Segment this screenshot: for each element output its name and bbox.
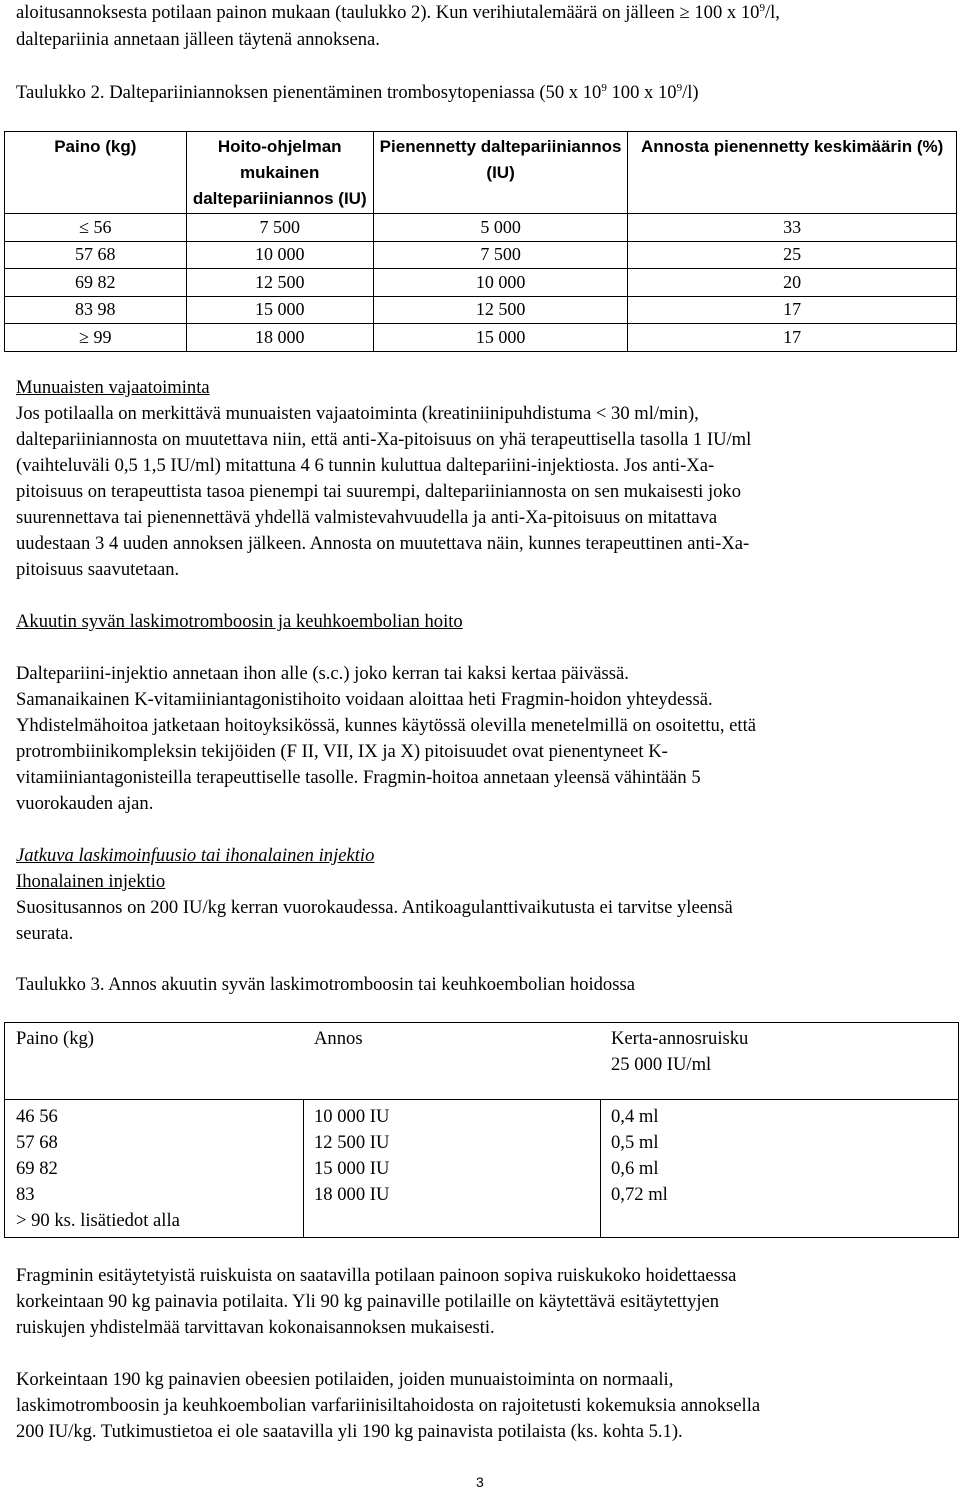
infusion-line: seurata. xyxy=(16,923,74,944)
intro-sup: 9 xyxy=(759,1,765,14)
table2-cell: 7 500 xyxy=(186,214,373,242)
renal-line: daltepariiniannosta on muutettava niin, että anti-Xa-pitoisuus on yhä terapeuttisella tasolla 1 IU/ml xyxy=(16,429,752,450)
table2-cell: 7 500 xyxy=(373,241,627,269)
table2-cell: 33 xyxy=(628,214,957,242)
table2-header-weight: Paino (kg) xyxy=(5,132,187,214)
renal-line: suurennettava tai pienennettävä yhdellä valmistevahvuudella ja anti-Xa-pitoisuus on mitattava xyxy=(16,507,718,528)
table2-cell: 18 000 xyxy=(186,324,373,352)
table2-title-text: Daltepariiniannoksen pienentäminen trombosytopeniassa (50 x 10 xyxy=(109,82,602,103)
table2-title xyxy=(16,80,699,106)
acute-line: vuorokauden ajan. xyxy=(16,793,154,814)
table3-header-dose: Annos xyxy=(314,1028,363,1049)
intro-text: aloitusannoksesta potilaan painon mukaan (taulukko 2). Kun verihiutalemäärä on jälleen ≥ 100 x 10 xyxy=(16,2,760,23)
table2-title-sup1: 9 xyxy=(601,81,607,94)
acute-line: Daltepariini-injektio annetaan ihon alle (s.c.) joko kerran tai kaksi kertaa päivässä. xyxy=(16,663,629,684)
table3-header-concentration: 25 000 IU/ml xyxy=(611,1054,712,1075)
renal-line: (vaihteluväli 0,5 1,5 IU/ml) mitattuna 4 6 tunnin kuluttua daltepariini-injektiosta. Jos anti-Xa- xyxy=(16,455,715,476)
table2-header-reduction-pct: Annosta pienennetty keskimäärin (%) xyxy=(628,132,957,214)
table2-header-row xyxy=(5,132,957,214)
table3-dose-cell: 18 000 IU xyxy=(314,1184,390,1205)
table3-divider xyxy=(600,1099,601,1237)
syringes-line: Fragminin esitäytetyistä ruiskuista on saatavilla potilaan painoon sopiva ruiskukoko hoidettaessa xyxy=(16,1265,737,1286)
table3-divider xyxy=(303,1099,304,1237)
acute-heading: Akuutin syvän laskimotromboosin ja keuhkoembolian hoito xyxy=(16,611,463,632)
dose-reduction-table xyxy=(4,131,957,352)
table3-volume-cell: 0,72 ml xyxy=(611,1184,668,1205)
infusion-heading: Jatkuva laskimoinfuusio tai ihonalainen injektio xyxy=(16,845,375,866)
infusion-line: Suositusannos on 200 IU/kg kerran vuorokaudessa. Antikoagulanttivaikutusta ei tarvitse yleensä xyxy=(16,897,733,918)
table2-cell: 12 500 xyxy=(373,296,627,324)
table3-weight-cell: > 90 ks. lisätiedot alla xyxy=(16,1210,180,1231)
syringes-line: korkeintaan 90 kg painavia potilaita. Yli 90 kg painaville potilaille on käytettävä esitäytettyjen xyxy=(16,1291,720,1312)
table-row xyxy=(5,324,957,352)
page-number: 3 xyxy=(476,1474,484,1490)
table3-header-syringe: Kerta-annosruisku xyxy=(611,1028,749,1049)
table2-cell: 57 68 xyxy=(5,241,187,269)
renal-line: pitoisuus on terapeuttista tasoa pienempi tai suurempi, daltepariiniannosta on sen mukaisesti joko xyxy=(16,481,742,502)
obese-line: 200 IU/kg. Tutkimustietoa ei ole saatavilla yli 190 kg painavista potilaista (ks. kohta 5.1). xyxy=(16,1421,683,1442)
intro-line-1 xyxy=(16,0,780,26)
table3-weight-cell: 57 68 xyxy=(16,1132,58,1153)
table2-cell: 15 000 xyxy=(373,324,627,352)
table3-dose-cell: 15 000 IU xyxy=(314,1158,390,1179)
table2-header-reduced-dose: Pienennetty daltepariiniannos (IU) xyxy=(373,132,627,214)
syringes-line: ruiskujen yhdistelmää tarvittavan kokonaisannoksen mukaisesti. xyxy=(16,1317,495,1338)
infusion-subheading: Ihonalainen injektio xyxy=(16,871,166,892)
table2-cell: ≤ 56 xyxy=(5,214,187,242)
table-row xyxy=(5,269,957,297)
table3-header-weight: Paino (kg) xyxy=(16,1028,94,1049)
acute-line: vitamiiniantagonisteilla terapeuttiselle tasolle. Fragmin-hoitoa annetaan yleensä vähintään 5 xyxy=(16,767,701,788)
table3-volume-cell: 0,6 ml xyxy=(611,1158,659,1179)
table2-cell: 10 000 xyxy=(186,241,373,269)
obese-line: laskimotromboosin ja keuhkoembolian varfariinisiltahoidosta on rajoitetusti kokemuksia annoksella xyxy=(16,1395,761,1416)
renal-line: Jos potilaalla on merkittävä munuaisten vajaatoiminta (kreatiniinipuhdistuma < 30 ml/min), xyxy=(16,403,699,424)
table2-cell: 17 xyxy=(628,324,957,352)
table2-cell: 83 98 xyxy=(5,296,187,324)
table-row xyxy=(5,241,957,269)
table2-cell: 20 xyxy=(628,269,957,297)
table-row xyxy=(5,214,957,242)
table2-title-sup2: 9 xyxy=(676,81,683,94)
table2-cell: 17 xyxy=(628,296,957,324)
table3-weight-cell: 83 xyxy=(16,1184,35,1205)
table3-volume-cell: 0,4 ml xyxy=(611,1106,659,1127)
table3-weight-cell: 46 56 xyxy=(16,1106,58,1127)
table3-weight-cell: 69 82 xyxy=(16,1158,58,1179)
acute-dose-table xyxy=(4,1022,959,1238)
table2-cell: 15 000 xyxy=(186,296,373,324)
acute-line: Yhdistelmähoitoa jatketaan hoitoyksikössä, kunnes käytössä olevilla menetelmillä on osoitettu, että xyxy=(16,715,756,736)
table3-dose-cell: 10 000 IU xyxy=(314,1106,390,1127)
renal-line: uudestaan 3 4 uuden annoksen jälkeen. Annosta on muutettava näin, kunnes terapeuttinen anti-Xa- xyxy=(16,533,750,554)
table3-volume-cell: 0,5 ml xyxy=(611,1132,659,1153)
table2-cell: 5 000 xyxy=(373,214,627,242)
table2-cell: 69 82 xyxy=(5,269,187,297)
acute-line: protrombiinikompleksin tekijöiden (F II, VII, IX ja X) pitoisuudet ovat pienentyneet K- xyxy=(16,741,668,762)
table3-header-row xyxy=(5,1023,958,1100)
table2-title-end: /l) xyxy=(682,82,699,103)
table2-cell: 12 500 xyxy=(186,269,373,297)
table2-cell: 25 xyxy=(628,241,957,269)
obese-line: Korkeintaan 190 kg painavien obeesien potilaiden, joiden munuaistoiminta on normaali, xyxy=(16,1369,674,1390)
table2-header-regimen-dose: Hoito-ohjelman mukainen daltepariiniannos (IU) xyxy=(186,132,373,214)
table2-title-mid: 100 x 10 xyxy=(606,82,677,103)
table2-cell: 10 000 xyxy=(373,269,627,297)
table2-title-prefix: Taulukko 2. xyxy=(16,82,105,103)
table3-dose-cell: 12 500 IU xyxy=(314,1132,390,1153)
acute-line: Samanaikainen K-vitamiiniantagonistihoito voidaan aloittaa heti Fragmin-hoidon yhteydessä. xyxy=(16,689,713,710)
table-row xyxy=(5,296,957,324)
table3-title: Taulukko 3. Annos akuutin syvän laskimotromboosin tai keuhkoembolian hoidossa xyxy=(16,974,635,995)
renal-heading: Munuaisten vajaatoiminta xyxy=(16,377,210,398)
table2-cell: ≥ 99 xyxy=(5,324,187,352)
renal-line: pitoisuus saavutetaan. xyxy=(16,559,180,580)
intro-line-2: daltepariinia annetaan jälleen täytenä annoksena. xyxy=(16,29,380,50)
intro-end: /l, xyxy=(764,2,780,23)
